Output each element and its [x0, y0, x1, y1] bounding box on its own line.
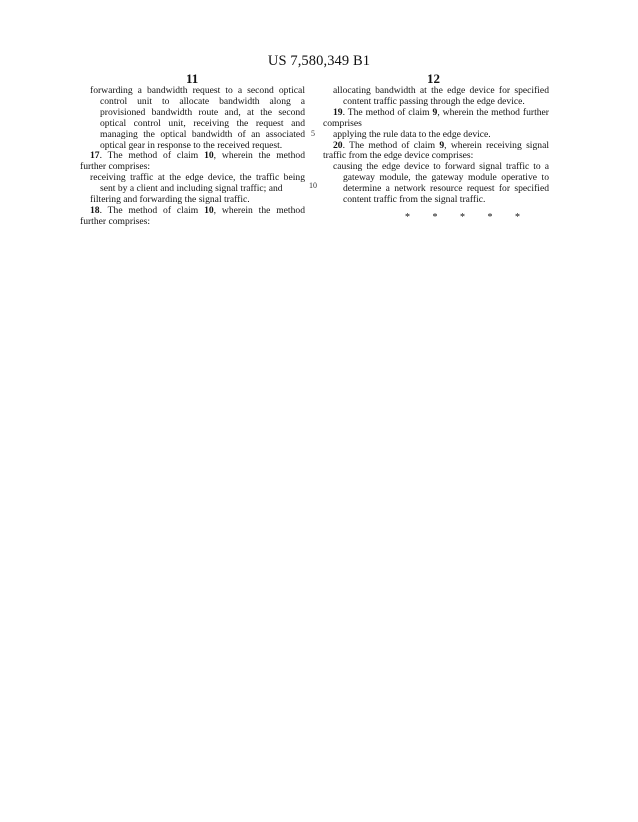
claim-text: . The method of claim	[342, 106, 433, 118]
claim-text: , wherein the method further comprises	[323, 106, 549, 129]
claim-continuation-step: allocating bandwidth at the edge device for specified content traffic passing through the edge device.	[333, 85, 549, 107]
claim-reference: 10	[204, 204, 214, 216]
claim-number: 19	[333, 106, 343, 118]
left-column	[80, 86, 305, 228]
claim-continuation-step: forwarding a bandwidth request to a second optical control unit to allocate bandwidth along a provisioned bandwidth route and, at the second optical control unit, receiving the request and managing the optical bandwidth of an associated optical gear in response to the received request.	[90, 85, 305, 151]
page-number-right: 12	[427, 71, 440, 86]
right-column	[323, 86, 549, 206]
claim-19-heading	[323, 108, 549, 130]
claim-19-step-applying: applying the rule data to the edge device.	[333, 128, 491, 140]
claim-text: . The method of claim	[342, 139, 440, 151]
claim-text: . The method of claim	[99, 150, 205, 162]
line-number-5: 5	[311, 129, 315, 138]
claim-text: , wherein receiving signal traffic from the edge device comprises:	[323, 139, 549, 162]
claim-text: , wherein the method further comprises:	[80, 204, 305, 227]
patent-number: US 7,580,349 B1	[267, 53, 371, 69]
claim-number: 20	[333, 139, 343, 151]
line-number-10: 10	[309, 181, 317, 190]
claim-17-heading	[80, 151, 305, 173]
claim-reference: 9	[432, 106, 438, 118]
claim-20-heading	[323, 141, 549, 163]
claim-17-step-receiving: receiving traffic at the edge device, the traffic being sent by a client and including signal traffic; and	[90, 172, 305, 195]
claim-number: 17	[90, 150, 100, 162]
claim-17-step-filtering: filtering and forwarding the signal traffic.	[90, 194, 250, 206]
claim-18-heading	[80, 206, 305, 228]
end-of-document-marks: * * * * *	[405, 212, 530, 223]
claim-reference: 9	[439, 139, 445, 151]
page-number-left: 11	[186, 71, 199, 86]
claim-text: , wherein the method further comprises:	[80, 150, 305, 173]
claim-20-step-causing: causing the edge device to forward signal traffic to a gateway module, the gateway module operative to determine a network resource request for specified content traffic from the signal traffic.	[333, 161, 549, 206]
claim-number: 18	[90, 204, 100, 216]
claim-reference: 10	[204, 150, 214, 162]
claim-text: . The method of claim	[99, 204, 205, 216]
